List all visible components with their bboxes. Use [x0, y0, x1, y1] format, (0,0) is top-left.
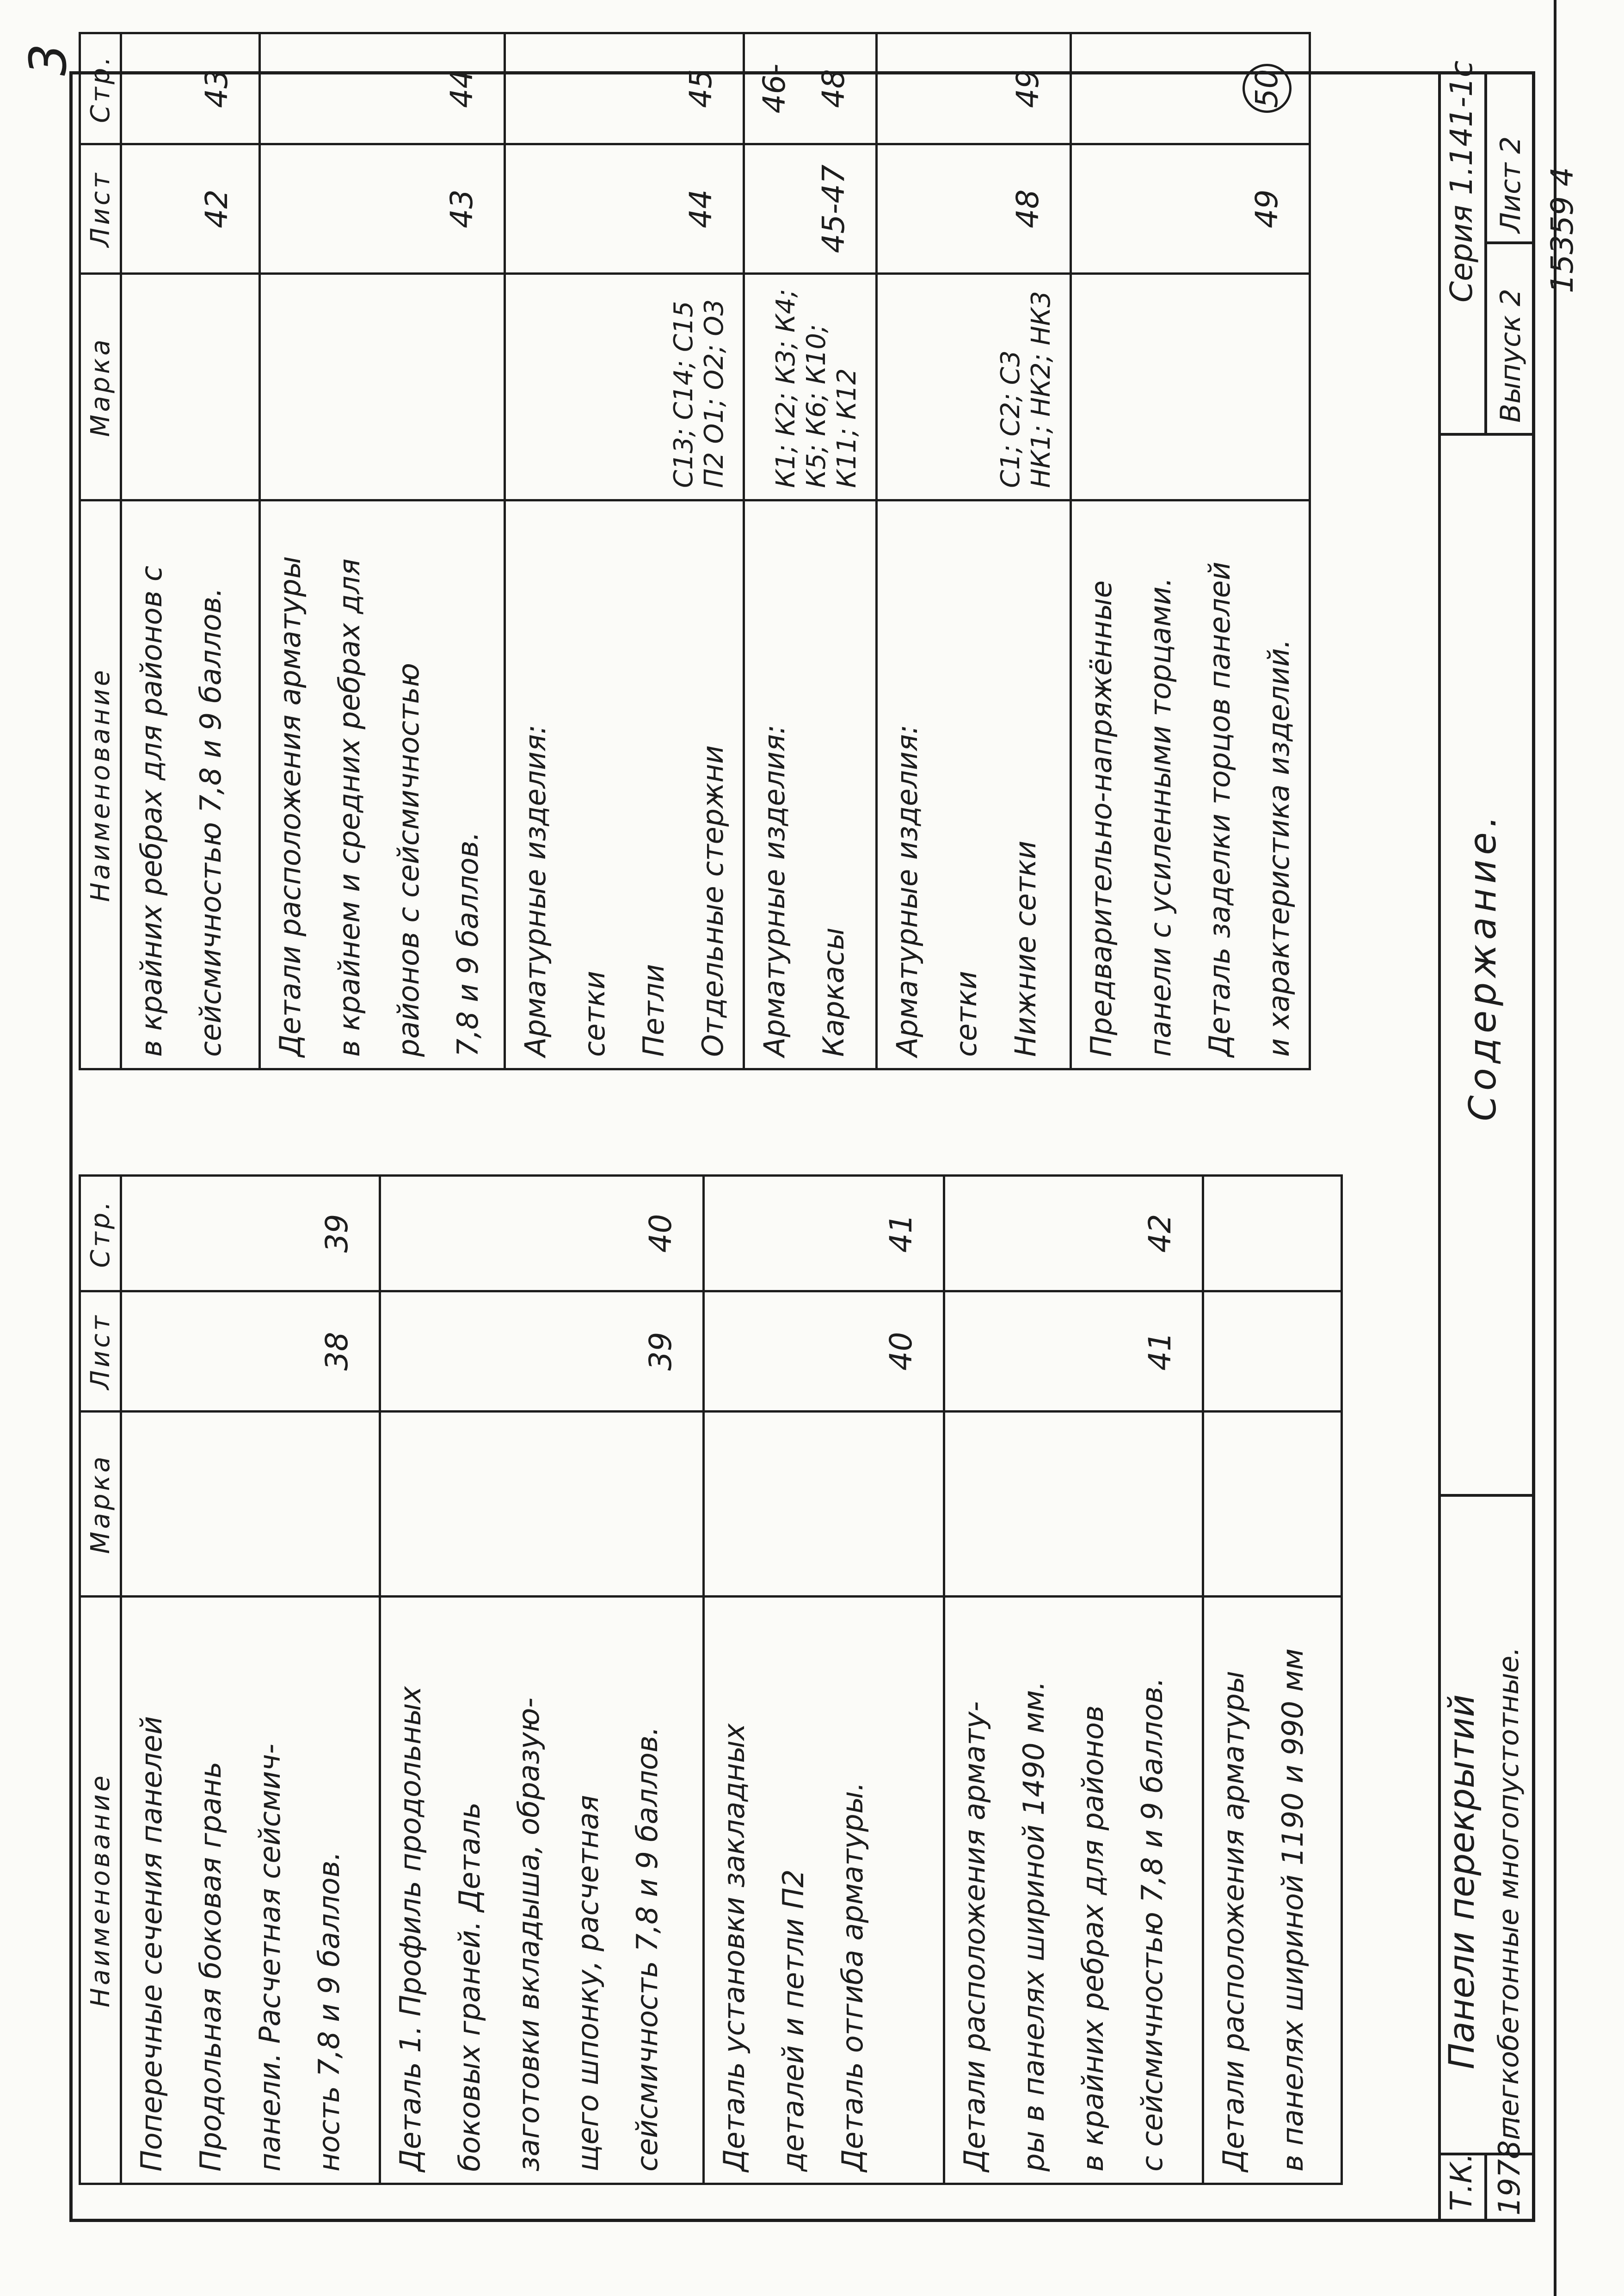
header-name: Наименование [80, 500, 121, 1069]
row-name-line: Отдельные стержни [696, 745, 730, 1057]
row-page: 39 [121, 1176, 380, 1291]
row-page [1203, 1176, 1342, 1291]
row-sheet: 42 [121, 144, 260, 274]
row-sheet: 38 [121, 1291, 380, 1412]
year: 1978г. [1493, 2115, 1527, 2216]
row-name [121, 1597, 380, 2184]
row-mark: К1; К2; К3; К4; К5; К6; К10; К11; К12 [744, 274, 877, 500]
contents-table-right [79, 32, 1311, 1070]
row-name [744, 500, 877, 1069]
issue-number: Выпуск 2 [1495, 289, 1527, 423]
binding-edge-strip [1535, 0, 1556, 2296]
row-sheet: 44 [505, 144, 744, 274]
row-name-line: деталей и петли П2 [776, 1869, 810, 2172]
contents-table-left [79, 1174, 1343, 2185]
row-name [260, 500, 505, 1069]
row-page: 44 [260, 33, 505, 144]
series-code: Серия 1.141-1с [1444, 60, 1479, 302]
row-name-line: ность 7,8 и 9 баллов. [312, 1851, 346, 2172]
row-mark [1071, 274, 1310, 500]
row-sheet: 45-47 [744, 144, 877, 274]
row-name-line: ры в панелях шириной 1490 мм. [1017, 1681, 1051, 2172]
row-page: 49 [877, 33, 1071, 144]
table-row [704, 1176, 944, 2184]
row-name [944, 1597, 1203, 2184]
row-mark [704, 1412, 944, 1597]
header-mark: Марка [80, 1412, 121, 1597]
row-page: 41 [704, 1176, 944, 1291]
table-row [944, 1176, 1203, 2184]
row-page: 40 [380, 1176, 704, 1291]
document-title: Содержание. [1461, 811, 1504, 1121]
row-name-line: с сейсмичностью 7,8 и 9 баллов. [1135, 1677, 1169, 2172]
row-name-line: сейсмичностью 7,8 и 9 баллов. [194, 587, 228, 1057]
header-sheet: Лист [80, 144, 121, 274]
product-title-line2: легкобетонные многопустотные. [1493, 1647, 1525, 2134]
row-name-line: Детали расположения армату- [958, 1701, 991, 2172]
table-row [744, 33, 877, 1069]
row-name [121, 500, 260, 1069]
row-name-line: Продольная боковая грань [194, 1761, 228, 2172]
row-name-line: Деталь заделки торцов панелей [1203, 562, 1236, 1057]
table-row [877, 33, 1071, 1069]
row-name [380, 1597, 704, 2184]
row-name [1203, 1597, 1342, 2184]
row-name-line: в панелях шириной 1190 и 990 мм [1276, 1648, 1310, 2172]
row-name-line: сетки [578, 970, 611, 1057]
row-name-line: в крайнем и средних ребрах для [332, 558, 366, 1057]
header-page: Стр. [80, 1176, 121, 1291]
row-mark: С1; С2; С3 НК1; НК2; НК3 [877, 274, 1071, 500]
row-name-line: сейсмичность 7,8 и 9 баллов. [630, 1726, 664, 2172]
header-name: Наименование [80, 1597, 121, 2184]
row-name [505, 500, 744, 1069]
row-name [877, 500, 1071, 1069]
row-name-line: боковых граней. Деталь [453, 1802, 486, 2172]
row-name-line: сетки [949, 970, 983, 1057]
product-title-line1: Панели перекрытий [1441, 1694, 1482, 2069]
page-number: 3 [18, 43, 78, 76]
row-mark [380, 1412, 704, 1597]
row-sheet: 41 [944, 1291, 1203, 1412]
row-sheet: 40 [704, 1291, 944, 1412]
row-sheet: 48 [877, 144, 1071, 274]
row-name-line: панели. Расчетная сейсмич- [253, 1743, 287, 2172]
row-name-line: Поперечные сечения панелей [135, 1716, 168, 2172]
row-name-line: заготовки вкладыша, образую- [512, 1697, 546, 2172]
row-name-line: Деталь отгиба арматуры. [836, 1782, 869, 2172]
sheet-number: Лист 2 [1495, 136, 1527, 233]
archive-number: 15359 4 [1544, 167, 1580, 293]
row-page: 45 [505, 33, 744, 144]
title-block [1438, 60, 1535, 2222]
row-name-line: Арматурные изделия: [757, 724, 791, 1057]
row-name-line: Арматурные изделия: [518, 724, 552, 1057]
row-mark [1203, 1412, 1342, 1597]
row-sheet: 43 [260, 144, 505, 274]
row-name-line: 7,8 и 9 баллов. [451, 831, 485, 1057]
table-row [1203, 1176, 1342, 2184]
row-name-line: щего шпонку, расчетная [571, 1795, 605, 2172]
table-row [1071, 33, 1310, 1069]
row-name-line: Деталь 1. Профиль продольных [394, 1686, 427, 2172]
row-name-line: Каркасы [817, 927, 850, 1057]
table-row [505, 33, 744, 1069]
row-name-line: Детали расположения арматуры [273, 556, 307, 1057]
row-name-line: районов с сейсмичностью [392, 663, 425, 1057]
table-header [80, 33, 121, 1069]
row-sheet: 39 [380, 1291, 704, 1412]
row-sheet: 49 [1071, 144, 1310, 274]
row-name [704, 1597, 944, 2184]
row-page: 42 [944, 1176, 1203, 1291]
row-name-line: Нижние сетки [1009, 840, 1042, 1057]
circled-page-number: 50 [1243, 64, 1292, 113]
table-header [80, 1176, 121, 2184]
row-mark: С13; С14; С15 П2 О1; О2; О3 [505, 274, 744, 500]
row-name-line: в крайних ребрах для районов с [135, 566, 168, 1057]
row-name-line: Деталь установки закладных [717, 1723, 751, 2172]
row-page: 46-48 [744, 33, 877, 144]
row-sheet [1203, 1291, 1342, 1412]
header-sheet: Лист [80, 1291, 121, 1412]
row-name-line: и характеристика изделий. [1262, 639, 1296, 1057]
row-name-line: панели с усиленными торцами. [1144, 577, 1177, 1057]
row-name-line: Предварительно-напряжённые [1084, 580, 1118, 1057]
row-name-line: Арматурные изделия: [890, 724, 924, 1057]
row-page [1071, 33, 1310, 144]
header-mark: Марка [80, 274, 121, 500]
table-row [260, 33, 505, 1069]
row-mark [121, 1412, 380, 1597]
row-mark [260, 274, 505, 500]
row-name-line: Детали расположения арматуры [1217, 1671, 1250, 2172]
row-name-line: в крайних ребрах для районов [1076, 1705, 1110, 2172]
row-name [1071, 500, 1310, 1069]
org-code: Т.К. [1445, 2153, 1479, 2211]
header-page: Стр. [80, 33, 121, 144]
row-mark [121, 274, 260, 500]
table-row [380, 1176, 704, 2184]
table-row [121, 1176, 380, 2184]
table-row [121, 33, 260, 1069]
row-name-line: Петли [637, 964, 671, 1057]
row-mark [944, 1412, 1203, 1597]
row-page: 43 [121, 33, 260, 144]
